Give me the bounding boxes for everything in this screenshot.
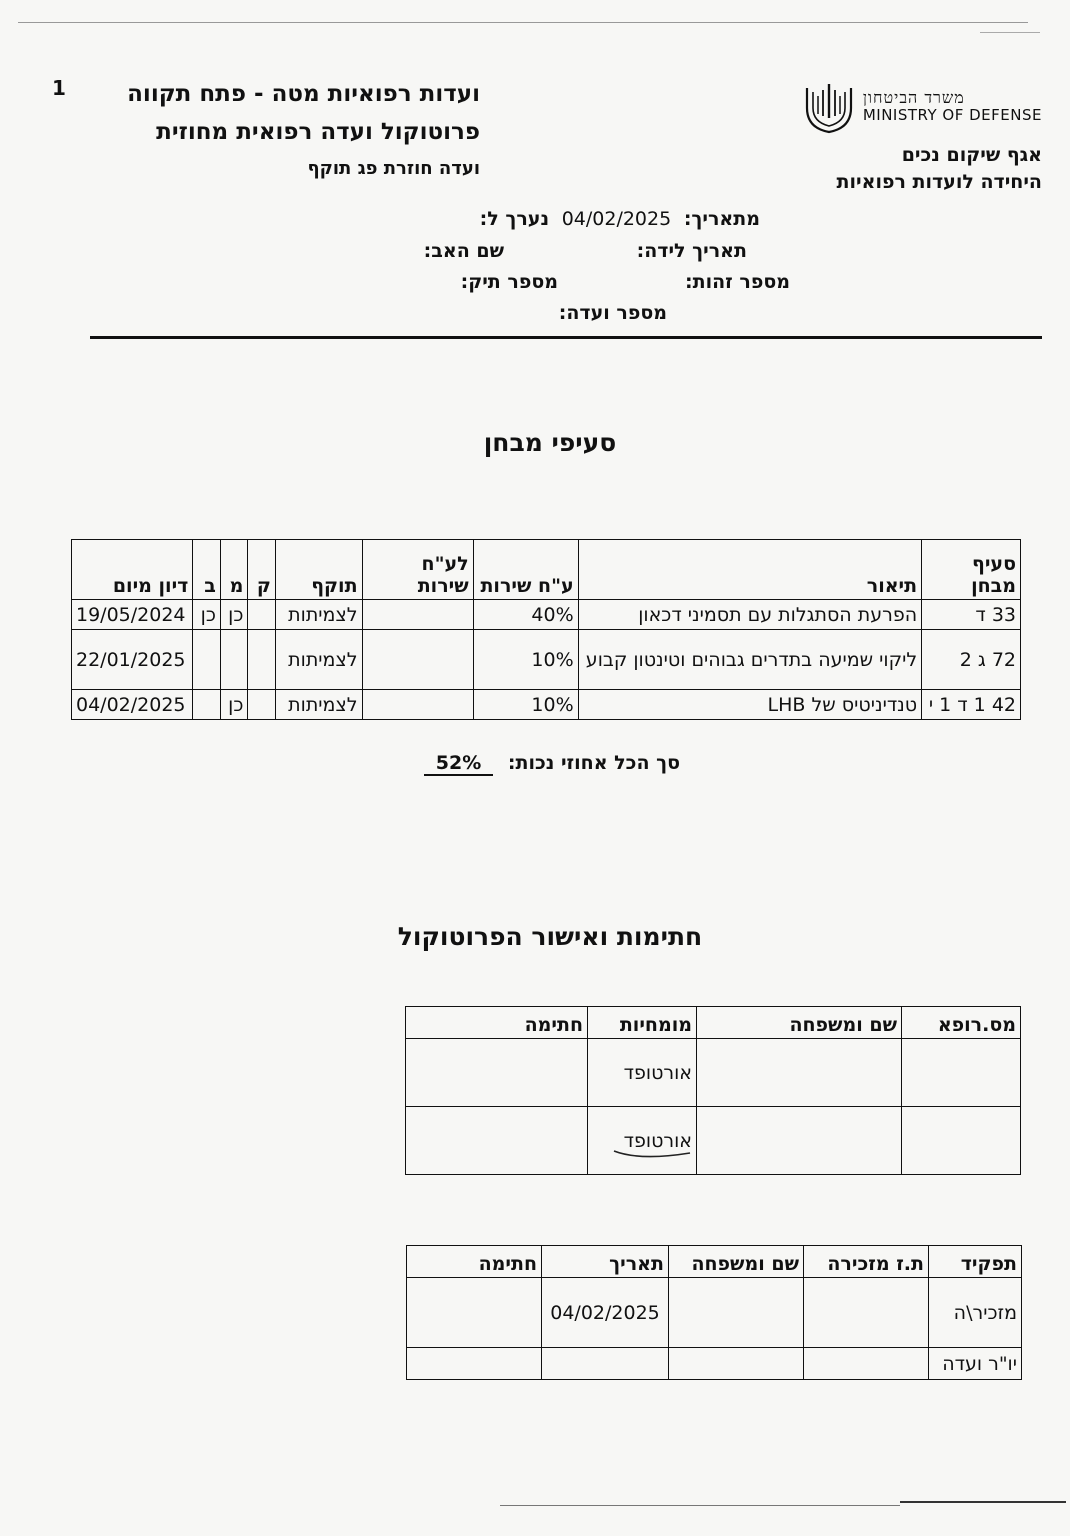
staff-table — [406, 1245, 1022, 1380]
cell-staff-date — [542, 1348, 669, 1380]
cell-doctor-name — [697, 1107, 902, 1175]
col-m: מ — [220, 540, 248, 600]
total-value: 52% — [424, 752, 493, 776]
committee-header — [90, 78, 480, 184]
cell-validity: לצמיתות — [275, 600, 362, 630]
protocol-title: פרוטוקול ועדה רפואית מחוזית — [156, 119, 480, 145]
scan-edge-top — [18, 22, 1028, 23]
table-row — [407, 1278, 1022, 1348]
cell-non-service-pct — [362, 690, 473, 720]
cell-doctor-specialty — [588, 1107, 697, 1175]
date-field — [480, 208, 760, 230]
cell-b — [193, 690, 221, 720]
committee-number-field — [559, 302, 667, 324]
cell-doctor-specialty: אורטופד — [588, 1039, 697, 1107]
cell-m: כן — [220, 690, 248, 720]
col-staff-role: תפקיד — [929, 1246, 1022, 1278]
ministry-logo-text — [863, 89, 1042, 123]
cell-section: 33 ד — [922, 600, 1021, 630]
exam-section-title: סעיפי מבחן — [483, 428, 617, 457]
department-name: אגף שיקום נכים — [901, 144, 1042, 166]
cell-staff-role: יו"ר ועדה — [929, 1348, 1022, 1380]
scan-edge-bottom-line — [500, 1505, 900, 1506]
col-staff-date: תאריך — [542, 1246, 669, 1278]
col-k: ק — [248, 540, 276, 600]
cell-k — [248, 690, 276, 720]
table-row — [72, 600, 1021, 630]
col-from-date: דיון מיום — [72, 540, 193, 600]
cell-description: ליקוי שמיעה בתדרים גבוהים וטינטון קבוע — [578, 630, 922, 690]
handwritten-underline-icon — [610, 1147, 694, 1161]
ministry-logo-english: MINISTRY OF DEFENSE — [862, 105, 1042, 124]
total-label: סך הכל אחוזי נכות: — [507, 752, 680, 774]
cell-staff-signature — [407, 1278, 542, 1348]
file-label: מספר תיק: — [460, 271, 558, 293]
cell-staff-role: מזכיר\ה — [929, 1278, 1022, 1348]
birth-date-label: תאריך לידה: — [636, 240, 747, 262]
held-for-label: נערך ל: — [479, 208, 550, 230]
header-divider — [90, 336, 1042, 339]
cell-non-service-pct — [362, 630, 473, 690]
id-label: מספר זהות: — [685, 271, 790, 293]
col-staff-secretary-id: ת.ז מזכירה — [804, 1246, 929, 1278]
cell-doctor-license — [902, 1107, 1021, 1175]
cell-staff-secretary-id — [804, 1278, 929, 1348]
col-staff-signature: חתימה — [407, 1246, 542, 1278]
exam-table — [71, 539, 1021, 720]
cell-staff-name — [669, 1348, 804, 1380]
doctors-table — [405, 1006, 1021, 1175]
signatures-section-title: חתימות ואישור הפרוטוקול — [397, 922, 703, 951]
cell-k — [248, 630, 276, 690]
scan-edge-top-right — [980, 32, 1040, 33]
col-non-service-pct: לע"ח שירות — [362, 540, 473, 600]
committee-title: ועדות רפואיות מטה - פתח תקווה — [127, 81, 480, 107]
col-section: סעיף מבחן — [922, 540, 1021, 600]
cell-staff-date: 04/02/2025 — [542, 1278, 669, 1348]
cell-service-pct: 10% — [473, 630, 578, 690]
file-field — [461, 271, 558, 293]
col-validity: תוקף — [275, 540, 362, 600]
unit-name: היחידה לועדות רפואיות — [836, 171, 1042, 193]
cell-validity: לצמיתות — [275, 630, 362, 690]
cell-doctor-license — [902, 1039, 1021, 1107]
cell-from-date: 22/01/2025 — [72, 630, 193, 690]
col-service-pct: ע"ח שירות — [473, 540, 578, 600]
col-doctor-name: שם ומשפחה — [697, 1007, 902, 1039]
committee-type: ועדה חוזרת פג תוקף — [307, 158, 480, 179]
cell-service-pct: 10% — [473, 690, 578, 720]
cell-doctor-signature — [406, 1107, 588, 1175]
page-number: 1 — [52, 76, 66, 100]
committee-number-label: מספר ועדה: — [558, 302, 667, 324]
cell-k — [248, 600, 276, 630]
father-name-field — [424, 240, 504, 262]
menorah-shield-icon — [801, 78, 857, 134]
col-doctor-signature: חתימה — [406, 1007, 588, 1039]
table-row — [406, 1039, 1021, 1107]
date-label: מתאריך: — [683, 208, 760, 230]
ministry-header — [801, 78, 1042, 196]
cell-non-service-pct — [362, 600, 473, 630]
cell-b: כן — [193, 600, 221, 630]
table-row — [407, 1348, 1022, 1380]
col-doctor-specialty: מומחיות — [588, 1007, 697, 1039]
cell-validity: לצמיתות — [275, 690, 362, 720]
cell-service-pct: 40% — [473, 600, 578, 630]
ministry-logo — [801, 78, 1042, 134]
col-b: ב — [193, 540, 221, 600]
cell-b — [193, 630, 221, 690]
cell-staff-signature — [407, 1348, 542, 1380]
cell-section: 72 ג 2 — [922, 630, 1021, 690]
cell-m — [220, 630, 248, 690]
birth-date-field — [637, 240, 747, 262]
cell-from-date: 04/02/2025 — [72, 690, 193, 720]
cell-staff-name — [669, 1278, 804, 1348]
cell-doctor-name — [697, 1039, 902, 1107]
cell-from-date: 19/05/2024 — [72, 600, 193, 630]
cell-staff-secretary-id — [804, 1348, 929, 1380]
doctor-specialty-text: אורטופד — [623, 1129, 692, 1152]
id-field — [685, 271, 790, 293]
cell-description: טנדיניטיס של LHB — [578, 690, 922, 720]
cell-m: כן — [220, 600, 248, 630]
ministry-logo-hebrew: משרד הביטחון — [862, 87, 965, 107]
col-doctor-license: מס.רופא — [902, 1007, 1021, 1039]
col-description: תיאור — [578, 540, 922, 600]
cell-doctor-signature — [406, 1039, 588, 1107]
table-row — [72, 690, 1021, 720]
total-disability — [424, 752, 680, 776]
table-row — [72, 630, 1021, 690]
table-row — [406, 1107, 1021, 1175]
cell-description: הפרעת הסתגלות עם תסמיני דכאון — [578, 600, 922, 630]
scan-edge-bottom — [900, 1501, 1066, 1503]
col-staff-name: שם ומשפחה — [669, 1246, 804, 1278]
father-name-label: שם האב: — [423, 240, 504, 262]
date-value: 04/02/2025 — [561, 208, 672, 230]
cell-section: 42 1 ד 1 י — [922, 690, 1021, 720]
